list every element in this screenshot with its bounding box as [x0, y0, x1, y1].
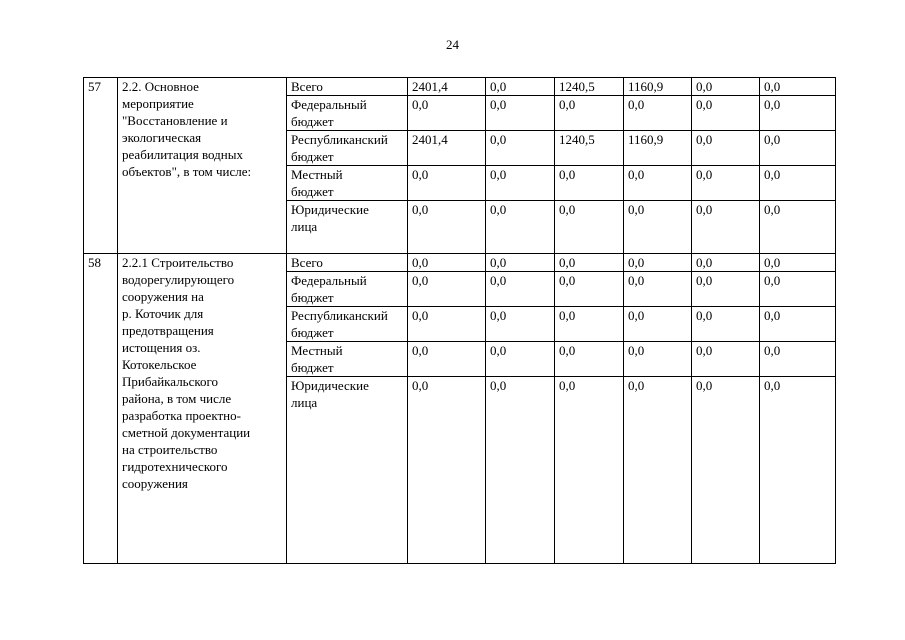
funding-source-line: Федеральный: [291, 273, 367, 288]
amount-cell: 0,0: [760, 377, 836, 564]
funding-source-line: бюджет: [291, 184, 334, 199]
funding-source-line: лица: [291, 219, 318, 234]
amount-cell: 0,0: [486, 166, 555, 201]
activity-name-line: объектов", в том числе:: [122, 164, 252, 179]
amount-cell: 0,0: [624, 342, 692, 377]
activity-name-line: предотвращения: [122, 323, 214, 338]
row-number: 57: [84, 78, 118, 254]
funding-source: [287, 307, 408, 342]
amount-cell: 0,0: [555, 254, 624, 272]
activity-name: [118, 254, 287, 564]
amount-cell: 0,0: [486, 254, 555, 272]
funding-source: [287, 166, 408, 201]
funding-source-line: лица: [291, 395, 318, 410]
funding-source-line: Всего: [291, 79, 323, 94]
amount-cell: 0,0: [555, 342, 624, 377]
amount-cell: 0,0: [408, 96, 486, 131]
amount-cell: 0,0: [760, 78, 836, 96]
funding-source-line: бюджет: [291, 149, 334, 164]
amount-cell: 1240,5: [555, 131, 624, 166]
amount-cell: 0,0: [692, 131, 760, 166]
amount-cell: 0,0: [486, 96, 555, 131]
amount-cell: 0,0: [624, 254, 692, 272]
amount-cell: 0,0: [486, 131, 555, 166]
row-number: 58: [84, 254, 118, 564]
amount-cell: 0,0: [692, 201, 760, 254]
amount-cell: 1160,9: [624, 78, 692, 96]
amount-cell: 0,0: [486, 201, 555, 254]
activity-name-line: истощения оз.: [122, 340, 201, 355]
funding-source: [287, 272, 408, 307]
amount-cell: 0,0: [760, 166, 836, 201]
funding-source-line: бюджет: [291, 325, 334, 340]
table-row: [84, 254, 836, 272]
amount-cell: 0,0: [692, 254, 760, 272]
amount-cell: 0,0: [555, 377, 624, 564]
amount-cell: 0,0: [760, 272, 836, 307]
amount-cell: 2401,4: [408, 131, 486, 166]
amount-cell: 0,0: [408, 307, 486, 342]
activity-name-line: сооружения на: [122, 289, 204, 304]
funding-source-line: бюджет: [291, 114, 334, 129]
amount-cell: 0,0: [555, 96, 624, 131]
activity-name-line: сооружения: [122, 476, 188, 491]
funding-source-line: бюджет: [291, 360, 334, 375]
activity-name-line: Котокельское: [122, 357, 197, 372]
amount-cell: 0,0: [408, 254, 486, 272]
amount-cell: 1160,9: [624, 131, 692, 166]
amount-cell: 0,0: [692, 342, 760, 377]
activity-name-line: на строительство: [122, 442, 218, 457]
amount-cell: 0,0: [692, 166, 760, 201]
funding-source: [287, 78, 408, 96]
amount-cell: 0,0: [555, 166, 624, 201]
funding-source-line: бюджет: [291, 290, 334, 305]
funding-source-line: Республиканский: [291, 132, 388, 147]
activity-name-line: мероприятие: [122, 96, 194, 111]
budget-table: [83, 77, 836, 564]
funding-source-line: Местный: [291, 167, 343, 182]
amount-cell: 0,0: [486, 342, 555, 377]
activity-name-line: реабилитация водных: [122, 147, 243, 162]
funding-source-line: Республиканский: [291, 308, 388, 323]
amount-cell: 0,0: [624, 272, 692, 307]
amount-cell: 0,0: [760, 254, 836, 272]
amount-cell: 0,0: [760, 131, 836, 166]
funding-source-line: Федеральный: [291, 97, 367, 112]
amount-cell: 0,0: [624, 377, 692, 564]
amount-cell: 0,0: [555, 272, 624, 307]
amount-cell: 0,0: [760, 342, 836, 377]
amount-cell: 0,0: [692, 78, 760, 96]
amount-cell: 0,0: [692, 96, 760, 131]
amount-cell: 0,0: [555, 201, 624, 254]
amount-cell: 0,0: [760, 201, 836, 254]
activity-name-line: р. Коточик для: [122, 306, 204, 321]
funding-source-line: Юридические: [291, 202, 369, 217]
amount-cell: 0,0: [692, 377, 760, 564]
amount-cell: 0,0: [486, 307, 555, 342]
amount-cell: 1240,5: [555, 78, 624, 96]
amount-cell: 0,0: [486, 272, 555, 307]
activity-name-line: Прибайкальского: [122, 374, 219, 389]
amount-cell: 0,0: [624, 307, 692, 342]
page-number: 24: [446, 37, 459, 52]
funding-source-line: Местный: [291, 343, 343, 358]
amount-cell: 2401,4: [408, 78, 486, 96]
table-row: [84, 78, 836, 96]
funding-source: [287, 254, 408, 272]
amount-cell: 0,0: [760, 96, 836, 131]
funding-source: [287, 96, 408, 131]
amount-cell: 0,0: [408, 166, 486, 201]
funding-source: [287, 377, 408, 564]
amount-cell: 0,0: [408, 342, 486, 377]
amount-cell: 0,0: [692, 272, 760, 307]
amount-cell: 0,0: [555, 307, 624, 342]
amount-cell: 0,0: [408, 377, 486, 564]
activity-name-line: 2.2.1 Строительство: [122, 255, 234, 270]
funding-source-line: Всего: [291, 255, 323, 270]
activity-name-line: экологическая: [122, 130, 202, 145]
activity-name-line: района, в том числе: [122, 391, 232, 406]
activity-name-line: гидротехнического: [122, 459, 228, 474]
funding-source: [287, 131, 408, 166]
amount-cell: 0,0: [760, 307, 836, 342]
amount-cell: 0,0: [692, 307, 760, 342]
funding-source: [287, 201, 408, 254]
activity-name-line: водорегулирующего: [122, 272, 235, 287]
amount-cell: 0,0: [624, 96, 692, 131]
activity-name-line: "Восстановление и: [122, 113, 228, 128]
amount-cell: 0,0: [624, 201, 692, 254]
activity-name-line: сметной документации: [122, 425, 251, 440]
funding-source-line: Юридические: [291, 378, 369, 393]
amount-cell: 0,0: [486, 78, 555, 96]
activity-name-line: 2.2. Основное: [122, 79, 199, 94]
amount-cell: 0,0: [408, 201, 486, 254]
amount-cell: 0,0: [408, 272, 486, 307]
amount-cell: 0,0: [624, 166, 692, 201]
activity-name: [118, 78, 287, 254]
funding-source: [287, 342, 408, 377]
activity-name-line: разработка проектно-: [122, 408, 241, 423]
amount-cell: 0,0: [486, 377, 555, 564]
